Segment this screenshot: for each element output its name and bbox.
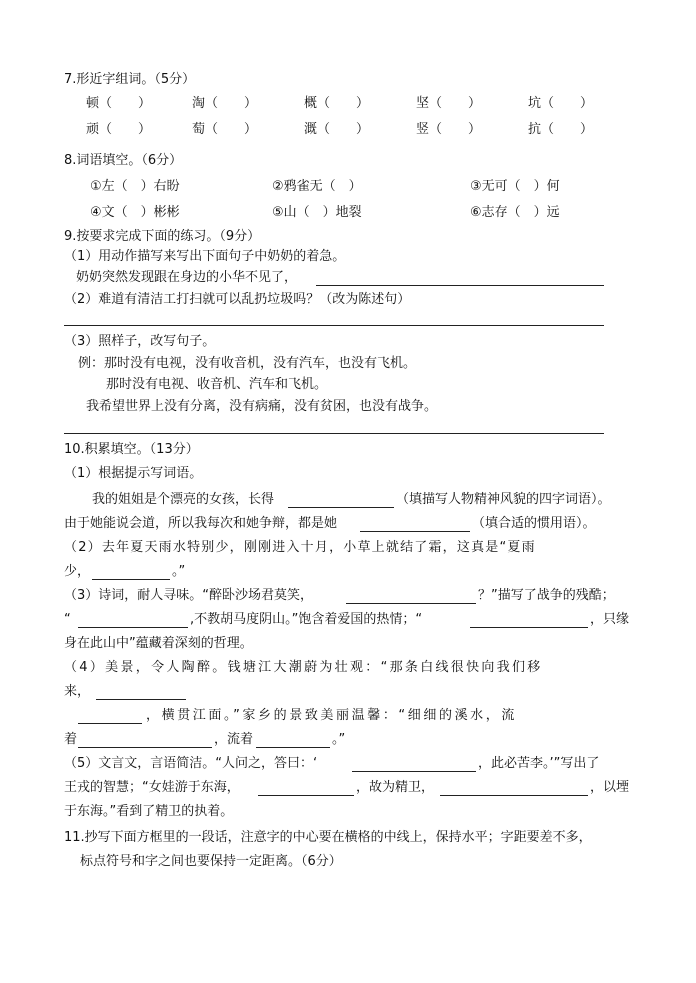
q10-l1a: 我的姐姐是个漂亮的女孩，长得 (92, 492, 275, 507)
q10-l9: 来， (64, 684, 91, 699)
q9-example-1: 例：那时没有电视，没有收音机，没有汽车，也没有飞机。 (78, 356, 417, 371)
q7-r1-c1: 顿（ ） (86, 96, 152, 111)
q10-l6c: ，只缘 (590, 612, 630, 627)
q10-part1: （1）根据提示写词语。 (64, 466, 203, 481)
q10-l3: （2）去年夏天雨水特别少，刚刚进入十月，小草上就结了霜，这真是“夏雨 (64, 540, 536, 555)
q10-l12a: （5）文言文，言语简洁。“人问之，答曰：‘ (64, 756, 318, 771)
q10-l11c: 。” (332, 732, 346, 747)
q9-answer-line-3[interactable] (64, 433, 604, 434)
q10-l14: 于东海。”看到了精卫的执着。 (64, 804, 234, 819)
q10-l11a: 着 (64, 732, 78, 747)
q10-l6b: ,不教胡马度阴山。”饱含着爱国的热情；“ (190, 612, 423, 627)
q7-r1-c3: 概（ ） (304, 96, 370, 111)
q9-part1: （1）用动作描写来写出下面句子中奶奶的着急。 (64, 249, 346, 264)
q11-line-1: 11.抄写下面方框里的一段话，注意字的中心要在横格的中线上，保持水平；字距要差不多， (64, 830, 592, 845)
q10-l8: （4）美景，令人陶醉。钱塘江大潮蔚为壮观：“那条白线很快向我们移 (64, 660, 543, 675)
q9-answer-line-2[interactable] (64, 325, 604, 326)
q8-title: 8.词语填空。（6分） (64, 153, 183, 168)
q10-blank-2[interactable] (360, 531, 470, 532)
q10-l4b: 。” (172, 564, 186, 579)
q8-r1-c2: ②鸦雀无（ ） (272, 179, 362, 194)
q8-r2-c3: ⑥志存（ ）远 (470, 205, 560, 220)
q10-blank-8[interactable] (78, 723, 142, 724)
q10-blank-5[interactable] (78, 627, 188, 628)
q10-blank-4[interactable] (346, 603, 476, 604)
q10-blank-12[interactable] (258, 795, 354, 796)
q10-l7: 身在此山中”蕴藏着深刻的哲理。 (64, 636, 253, 651)
q8-r1-c3: ③无可（ ）何 (470, 179, 560, 194)
q10-l11b: ，流着 (214, 732, 254, 747)
q8-r1-c1: ①左（ ）右盼 (90, 179, 180, 194)
q10-blank-6[interactable] (470, 627, 588, 628)
q9-part1-sentence: 奶奶突然发现跟在身边的小华不见了， (76, 270, 298, 285)
q10-blank-9[interactable] (78, 747, 212, 748)
q7-r2-c1: 顽（ ） (86, 122, 152, 137)
q9-answer-line-1[interactable] (316, 285, 604, 286)
q9-task-sentence: 我希望世界上没有分离，没有病痛，没有贫困，也没有战争。 (86, 399, 438, 414)
q10-l6a: “ (64, 612, 71, 627)
q7-title: 7.形近字组词。（5分） (64, 72, 196, 87)
q7-r1-c2: 淘（ ） (192, 96, 258, 111)
q10-l13b: ，故为精卫， (356, 780, 435, 795)
q10-blank-10[interactable] (256, 747, 330, 748)
q7-r2-c5: 抗（ ） (528, 122, 594, 137)
q10-l13a: 王戎的智慧；“女娃游于东海， (64, 780, 240, 795)
q8-r2-c1: ④文（ ）彬彬 (90, 205, 180, 220)
q10-l13c: ，以堙 (590, 780, 630, 795)
q7-r2-c4: 竖（ ） (416, 122, 482, 137)
q10-title: 10.积累填空。（13分） (64, 442, 199, 457)
q10-blank-1[interactable] (288, 507, 394, 508)
q8-r2-c2: ⑤山（ ）地裂 (272, 205, 362, 220)
q10-blank-11[interactable] (352, 771, 476, 772)
q10-l12b: ，此必苦李。’”写出了 (478, 756, 600, 771)
q10-blank-13[interactable] (440, 795, 588, 796)
q10-l4a: 少， (64, 564, 91, 579)
q10-l5a: （3）诗词，耐人寻味。“醉卧沙场君莫笑， (64, 588, 314, 603)
q10-l2b: （填合适的惯用语）。 (472, 516, 596, 531)
q10-l10a: ，横贯江面。”家乡的景致美丽温馨：“细细的溪水，流 (146, 708, 517, 723)
q10-l5b: ？”描写了战争的残酷； (478, 588, 615, 603)
q7-r1-c5: 坑（ ） (528, 96, 594, 111)
q9-part3: （3）照样子，改写句子。 (64, 334, 216, 349)
q7-r1-c4: 坚（ ） (416, 96, 482, 111)
q11-line-2: 标点符号和字之间也要保持一定距离。（6分） (80, 854, 342, 869)
q10-blank-7[interactable] (96, 699, 186, 700)
q10-l2a: 由于她能说会道，所以我每次和她争辩，都是她 (64, 516, 338, 531)
q9-example-2: 那时没有电视、收音机、汽车和飞机。 (106, 377, 328, 392)
q7-r2-c3: 溉（ ） (304, 122, 370, 137)
q9-title: 9.按要求完成下面的练习。（9分） (64, 229, 261, 244)
q9-part2: （2）难道有清洁工打扫就可以乱扔垃圾吗？（改为陈述句） (64, 292, 411, 307)
q7-r2-c2: 萄（ ） (192, 122, 258, 137)
q10-blank-3[interactable] (92, 579, 170, 580)
q10-l1b: （填描写人物精神风貌的四字词语）。 (396, 492, 611, 507)
